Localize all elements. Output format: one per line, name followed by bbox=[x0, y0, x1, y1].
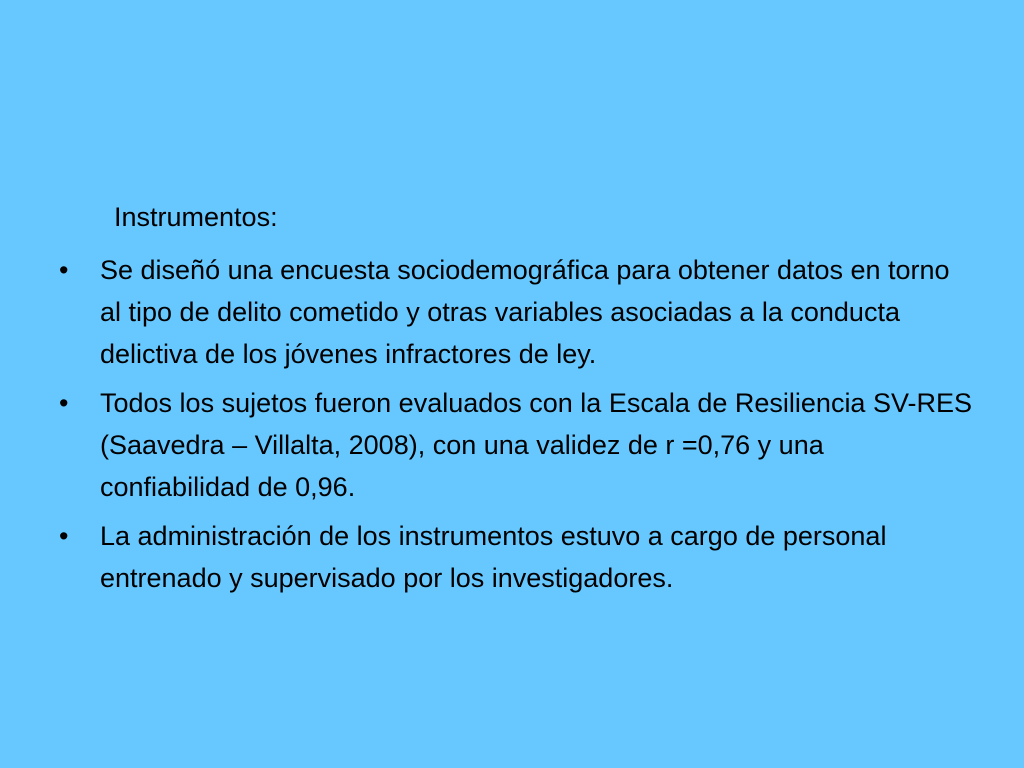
bullet-item bbox=[56, 249, 976, 375]
bullet-text: Todos los sujetos fueron evaluados con la Escala de Resiliencia SV-RES (Saavedra – Villalta, 2008), con una validez de r =0,76 y una confiabilidad de 0,96. bbox=[100, 388, 972, 502]
bullet-item bbox=[56, 382, 976, 508]
bullet-text: Se diseñó una encuesta sociodemográfica para obtener datos en torno al tipo de delito cometido y otras variables asociadas a la conducta delictiva de los jóvenes infractores de ley. bbox=[100, 255, 950, 369]
bullet-list bbox=[56, 249, 976, 606]
bullet-text: La administración de los instrumentos estuvo a cargo de personal entrenado y supervisado por los investigadores. bbox=[100, 521, 887, 593]
bullet-item bbox=[56, 515, 976, 599]
slide-heading: Instrumentos: bbox=[114, 202, 278, 232]
bullet-icon: • bbox=[59, 521, 69, 551]
bullet-icon: • bbox=[59, 255, 69, 285]
bullet-icon: • bbox=[59, 388, 69, 418]
